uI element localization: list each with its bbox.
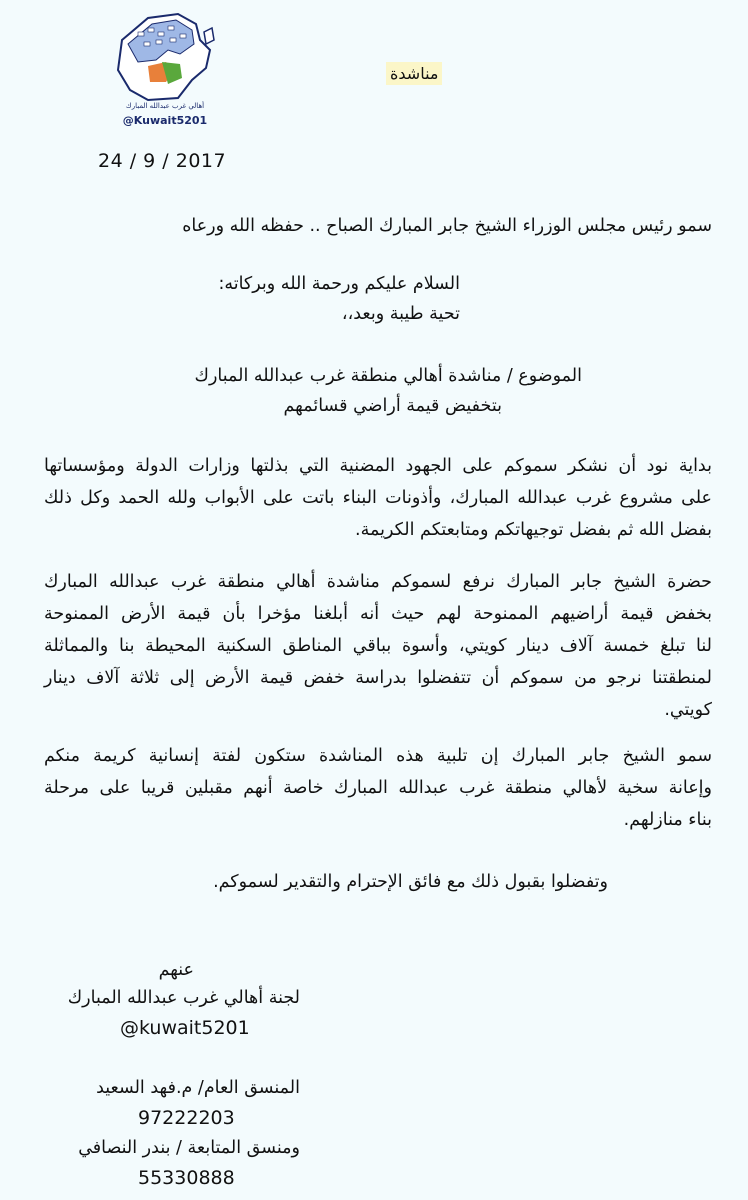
logo-handle: @Kuwait5201 — [122, 114, 208, 127]
paragraph-line: بداية نود أن نشكر سموكم على الجهود المضنية التي بذلتها وزارات الدولة ومؤسساتها — [44, 456, 712, 476]
signature-committee: لجنة أهالي غرب عبدالله المبارك — [67, 988, 300, 1008]
subject-line-1: الموضوع / مناشدة أهالي منطقة غرب عبدالله المبارك — [194, 366, 582, 386]
signature-handle: @kuwait5201 — [120, 1017, 250, 1039]
signature-on-behalf: عنهم — [158, 960, 194, 980]
paragraph-line: لمنطقتنا نرجو من سموكم أن تتفضلوا بدراسة خفض قيمة الأرض إلى ثلاثة آلاف دينار — [44, 668, 712, 688]
paragraph-line: لنا تبلغ خمسة آلاف دينار كويتي، وأسوة بباقي المناطق السكنية المحيطة بنا والمماثلة — [44, 636, 712, 656]
paragraph-line: حضرة الشيخ جابر المبارك نرفع لسموكم مناشدة أهالي منطقة غرب عبدالله المبارك — [44, 572, 712, 592]
kuwait-map-logo-icon — [108, 10, 222, 114]
coordinator-label: المنسق العام/ م.فهد السعيد — [96, 1078, 300, 1098]
paragraph-line: بناء منازلهم. — [623, 810, 712, 830]
followup-label: ومنسق المتابعة / بندر النصافي — [78, 1138, 300, 1158]
paragraph-thanks — [44, 450, 712, 546]
followup-phone: 55330888 — [138, 1167, 235, 1189]
paragraph-line: بفضل الله ثم بفضل توجيهاتكم ومتابعتكم الكريمة. — [355, 520, 712, 540]
paragraph-line: على مشروع غرب عبدالله المبارك، وأذونات البناء باتت على الأبواب ولله الحمد وكل ذلك — [44, 488, 712, 508]
letter-title: مناشدة — [386, 62, 442, 85]
logo-caption: أهالي غرب عبدالله المبارك — [125, 102, 205, 110]
paragraph-line: كويتي. — [664, 700, 712, 720]
paragraph-appeal — [44, 740, 712, 836]
greeting-line-1: السلام عليكم ورحمة الله وبركاته: — [218, 274, 460, 294]
addressee-line: سمو رئيس مجلس الوزراء الشيخ جابر المبارك الصباح .. حفظه الله ورعاه — [182, 216, 712, 236]
greeting-line-2: تحية طيبة وبعد،، — [341, 304, 460, 324]
paragraph-line: بخفض قيمة أراضيهم الممنوحة لهم حيث أنه أبلغنا مؤخرا بأن قيمة الأرض الممنوحة — [44, 604, 712, 624]
paragraph-line: وإعانة سخية لأهالي منطقة غرب عبدالله المبارك خاصة أنهم مقبلين قريبا على مرحلة — [44, 778, 712, 798]
coordinator-phone: 97222203 — [138, 1107, 235, 1129]
committee-logo — [108, 10, 222, 127]
paragraph-request — [44, 566, 712, 726]
closing-line: وتفضلوا بقبول ذلك مع فائق الإحترام والتقدير لسموكم. — [213, 872, 608, 892]
subject-line-2: بتخفيض قيمة أراضي قسائمهم — [283, 396, 502, 416]
letter-date: 24 / 9 / 2017 — [98, 150, 227, 172]
paragraph-line: سمو الشيخ جابر المبارك إن تلبية هذه المناشدة ستكون لفتة إنسانية كريمة منكم — [44, 746, 712, 766]
